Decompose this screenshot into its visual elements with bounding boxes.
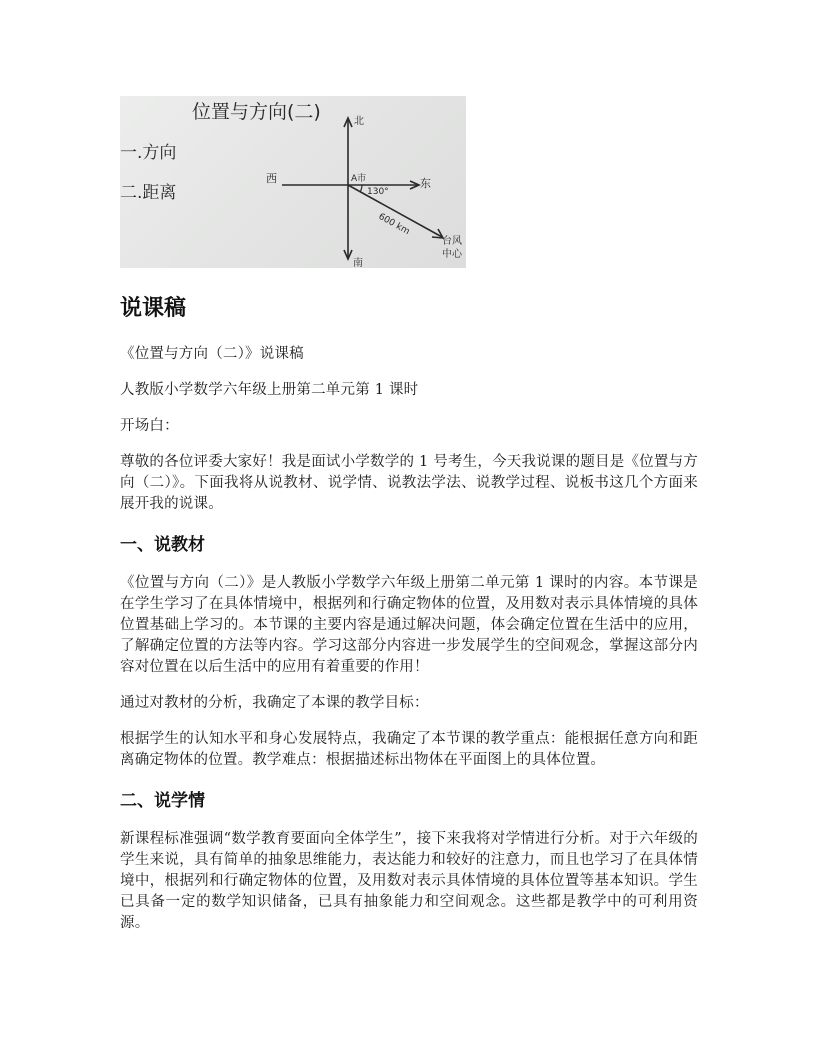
label-origin: A市 <box>351 174 367 184</box>
textbook-paragraph-3: 根据学生的认知水平和身心发展特点，我确定了本节课的教学重点：能根据任意方向和距离确定物体的位置。教学难点：根据描述标出物体在平面图上的具体位置。 <box>120 731 698 768</box>
textbook-paragraph-1: 《位置与方向（二）》是人教版小学数学六年级上册第二单元第 1 课时的内容。本节课是在学生学习了在具体情境中，根据列和行确定物体的位置，及用数对表示具体情境的具体位置基础上学习的。本节课的主要内容是通过解决问题，体会确定位置在生活中的应用，了解确定位置的方法等内容。学习这部分内容进一步发展学生的空间观念，掌握这部分内容对位置在以后生活中的应用有着重要的作用！ <box>120 575 698 675</box>
document-subtitle: 《位置与方向（二）》说课稿 <box>120 346 304 362</box>
direction-diagram <box>120 96 466 268</box>
document-page <box>120 96 698 934</box>
label-south: 南 <box>353 258 363 268</box>
students-paragraph-1: 新课程标准强调“数学教育要面向全体学生”，接下来我将对学情进行分析。对于六年级的学生来说，具有简单的抽象思维能力，表达能力和较好的注意力，而且也学习了在具体情境中，根据列和行确定物体的位置，及用数对表示具体情境的具体位置等基本知识。学生已具备一定的数学知识储备，已具有抽象能力和空间观念。这些都是教学中的可利用资源。 <box>120 831 698 931</box>
whiteboard-photo <box>120 96 466 268</box>
label-angle: 130° <box>367 187 389 197</box>
opening-label: 开场白： <box>120 418 179 434</box>
label-north: 北 <box>354 116 364 127</box>
intro-paragraph: 尊敬的各位评委大家好！我是面试小学数学的 1 号考生，今天我说课的题目是《位置与方向（二）》。下面我将从说教材、说学情、说教法学法、说教学过程、说板书这几个方面来展开我的说课。 <box>120 454 698 512</box>
label-target-1: 台风 <box>442 236 462 247</box>
photo-item-direction: 一.方向 <box>120 143 177 163</box>
document-title: 说课稿 <box>120 296 187 321</box>
photo-title: 位置与方向(二) <box>192 101 321 123</box>
textbook-paragraph-2: 通过对教材的分析，我确定了本课的教学目标： <box>120 695 429 711</box>
label-distance: 600 km <box>376 211 412 238</box>
label-west: 西 <box>266 172 277 185</box>
section-heading-textbook: 一、说教材 <box>120 535 205 555</box>
angle-arc <box>360 185 362 192</box>
lesson-info: 人教版小学数学六年级上册第二单元第 1 课时 <box>120 382 419 398</box>
label-east: 东 <box>420 177 431 190</box>
label-target-2: 中心 <box>442 249 462 260</box>
section-heading-students: 二、说学情 <box>120 791 205 811</box>
photo-item-distance: 二.距离 <box>120 183 177 203</box>
